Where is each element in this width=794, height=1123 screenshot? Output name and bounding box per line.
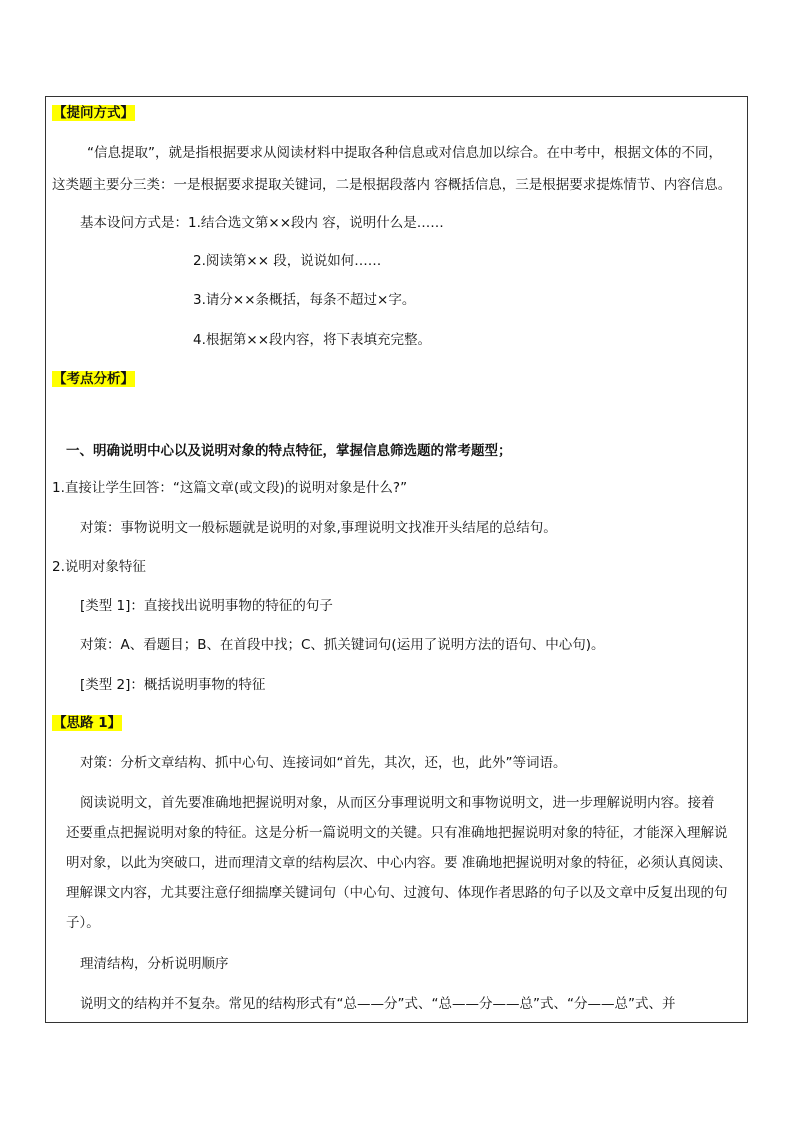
method-item: 4.根据第××段内容，将下表填充完整。: [193, 332, 432, 348]
highlight-tag: 【考点分析】: [53, 371, 134, 387]
highlight-tag: 【思路 1】: [53, 715, 122, 731]
highlight-tag: 【提问方式】: [53, 105, 134, 121]
strategy-line: 对策：事物说明文一般标题就是说明的对象,事理说明文找准开头结尾的总结句。: [80, 520, 557, 536]
document-frame: [45, 96, 748, 1023]
paragraph-line: 阅读说明文，首先要准确地把握说明对象，从而区分事理说明文和事物说明文，进一步理解说明内容。接着: [80, 795, 715, 811]
paragraph-line: 说明文的结构并不复杂。常见的结构形式有“总——分”式、“总——分——总”式、“分——总”式、并: [80, 996, 676, 1012]
paragraph-line: 子）。: [66, 915, 100, 931]
subheading: 理清结构，分析说明顺序: [80, 956, 229, 972]
paragraph-line: 明对象，以此为突破口，进而理清文章的结构层次、中心内容。要 准确地把握说明对象的特征，必须认真阅读、: [66, 855, 732, 871]
type-line: [类型 2]：概括说明事物的特征: [80, 677, 266, 693]
type-line: [类型 1]：直接找出说明事物的特征的句子: [80, 598, 333, 614]
list-item: 1.直接让学生回答：“这篇文章(或文段)的说明对象是什么?”: [52, 480, 408, 496]
methods-intro: 基本设问方式是：1.结合选文第××段内 容，说明什么是……: [80, 215, 444, 231]
section-tag-analysis: [52, 370, 135, 388]
section-tag-question-format: [52, 104, 135, 122]
method-item: 2.阅读第×× 段，说说如何……: [193, 253, 382, 269]
section-tag-approach: [52, 714, 122, 732]
paragraph-line: “信息提取”，就是指根据要求从阅读材料中提取各种信息或对信息加以综合。在中考中，根据文体的不同，: [87, 145, 722, 161]
paragraph-line: 还要重点把握说明对象的特征。这是分析一篇说明文的关键。只有准确地把握说明对象的特征，才能深入理解说: [66, 825, 728, 841]
method-item: 3.请分××条概括，每条不超过×字。: [193, 292, 416, 308]
strategy-line: 对策：A、看题目；B、在首段中找；C、抓关键词句(运用了说明方法的语句、中心句)。: [80, 637, 605, 653]
section-heading: 一、明确说明中心以及说明对象的特点特征，掌握信息筛选题的常考题型；: [66, 443, 512, 459]
paragraph-line: 这类题主要分三类：一是根据要求提取关键词，二是根据段落内 容概括信息，三是根据要求提炼情节、内容信息。: [52, 177, 732, 193]
strategy-line: 对策：分析文章结构、抓中心句、连接词如“首先，其次，还，也，此外”等词语。: [80, 755, 567, 771]
paragraph-line: 理解课文内容，尤其要注意仔细揣摩关键词句（中心句、过渡句、体现作者思路的句子以及文章中反复出现的句: [66, 885, 728, 901]
list-item: 2.说明对象特征: [52, 559, 146, 575]
